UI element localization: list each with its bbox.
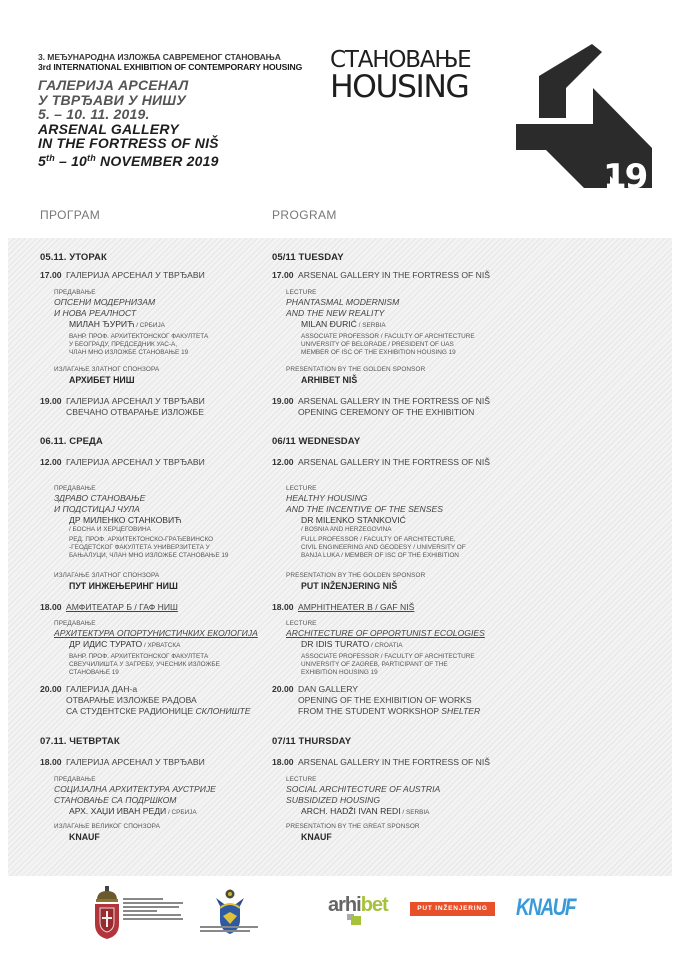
- event-time: 18.00: [40, 602, 62, 612]
- lecture-title: HEALTHY HOUSING: [286, 493, 368, 503]
- workshop-name: SHELTER: [441, 706, 481, 716]
- event-description: OPENING CEREMONY OF THE EXHIBITION: [298, 407, 475, 417]
- sponsor-name: АРХИБЕТ НИШ: [69, 375, 135, 385]
- lecture-label: ПРЕДАВАЊЕ: [54, 776, 96, 783]
- sponsor-label: ИЗЛАГАЊЕ ЗЛАТНОГ СПОНЗОРА: [54, 572, 160, 579]
- sponsor-name: KNAUF: [69, 832, 100, 842]
- lecturer-affiliation: ВАНР. ПРОФ. АРХИТЕКТОНСКОГ ФАКУЛТЕТА СВЕУЧИЛИШТА У ЗАГРЕБУ, УЧЕСНИК ИЗЛОЖБЕ СТАНОВАЊЕ 19: [69, 653, 220, 677]
- event-time: 20.00: [272, 684, 294, 694]
- event-place: ГАЛЕРИЈА АРСЕНАЛ У ТВРЂАВИ: [66, 270, 205, 280]
- sponsor-label: PRESENTATION BY THE GOLDEN SPONSOR: [286, 572, 426, 579]
- lecture-title: ОПСЕНИ МОДЕРНИЗАМ: [54, 297, 156, 307]
- lecture-title: SOCIAL ARCHITECTURE OF AUSTRIA: [286, 784, 441, 794]
- lecture-title: И НОВА РЕАЛНОСТ: [54, 308, 137, 318]
- lecture-title: ARCHITECTURE OF OPPORTUNIST ECOLOGIES: [286, 628, 485, 638]
- event-time: 17.00: [40, 270, 62, 280]
- event-time: 19.00: [40, 396, 62, 406]
- event-row: [272, 270, 502, 281]
- event-place: ГАЛЕРИЈА АРСЕНАЛ У ТВРЂАВИ: [66, 457, 205, 467]
- event-time: 18.00: [272, 757, 294, 767]
- event-description: FROM THE STUDENT WORKSHOP SHELTER: [298, 706, 481, 716]
- put-inzenjering-logo: PUT INŽENJERING: [410, 902, 495, 916]
- lecture-title: SUBSIDIZED HOUSING: [286, 795, 381, 805]
- lecturer-country: / ХРВАТСКА: [142, 642, 181, 649]
- event-row: [272, 757, 502, 768]
- event-description: ОТВАРАЊЕ ИЗЛОЖБЕ РАДОВА: [66, 695, 197, 705]
- event-time: 12.00: [40, 457, 62, 467]
- event-description: СВЕЧАНО ОТВАРАЊЕ ИЗЛОЖБЕ: [66, 407, 204, 417]
- ministry-text: [123, 898, 183, 922]
- exhibition-header: [38, 52, 328, 168]
- event-row: [40, 457, 270, 468]
- event-row: [272, 457, 502, 468]
- event-place: ГАЛЕРИЈА ДАН-а: [66, 684, 138, 694]
- lecturer-name: АРХ. ХАЏИ ИВАН РЕДИ / СРБИЈА: [69, 806, 197, 816]
- lecture-title: AND THE INCENTIVE OF THE SENSES: [286, 504, 443, 514]
- lecturer-name: ДР ИДИС ТУРАТО / ХРВАТСКА: [69, 639, 181, 649]
- lecture-block: [54, 289, 274, 358]
- sponsor-block: [286, 366, 506, 386]
- lecture-label: ПРЕДАВАЊЕ: [54, 289, 96, 296]
- lecturer-country: / BOSNIA AND HERZEGOVINA: [301, 526, 392, 533]
- sponsor-label: ИЗЛАГАЊЕ ВЕЛИКОГ СПОНЗОРА: [54, 823, 160, 830]
- event-description: OPENING OF THE EXHIBITION OF WORKS: [298, 695, 472, 705]
- event-row: [272, 684, 502, 717]
- event-place: ARSENAL GALLERY IN THE FORTRESS OF NIŠ: [298, 396, 490, 406]
- lecturer-name: DR MILENKO STANKOVIĆ: [301, 515, 406, 525]
- dates-sr: 5. – 10. 11. 2019.: [38, 106, 150, 122]
- event-place: АМФИТЕАТАР Б / ГАФ НИШ: [66, 602, 178, 612]
- sponsor-logos-footer: [0, 880, 679, 960]
- lecture-label: ПРЕДАВАЊЕ: [54, 485, 96, 492]
- lecturer-name: ARCH. HADŽI IVAN REDI / SERBIA: [301, 806, 430, 816]
- event-row: [272, 602, 502, 613]
- lecture-block: [286, 620, 506, 678]
- subtitle-serbian: 3. МЕЂУНАРОДНА ИЗЛОЖБА САВРЕМЕНОГ СТАНОВАЊА: [38, 52, 281, 62]
- event-time: 17.00: [272, 270, 294, 280]
- lecturer-affiliation: РЕД. ПРОФ. АРХИТЕКТОНСКО-ГРАЂЕВИНСКО -ГЕОДЕТСКОГ ФАКУЛТЕТА УНИВЕРЗИТЕТА У БАЊАЛУЦИ, ЧЛАН МНО ИЗЛОЖБЕ СТАНОВАЊЕ 19: [69, 536, 229, 560]
- event-time: 20.00: [40, 684, 62, 694]
- lecturer-country: / СРБИЈА: [134, 322, 165, 329]
- lecture-block: [54, 776, 274, 818]
- day-heading: 05/11 TUESDAY: [272, 252, 344, 263]
- lecturer-affiliation: FULL PROFESSOR / FACULTY OF ARCHITECTURE, CIVIL ENGINEERING AND GEODESY / UNIVERSITY OF BANJA LUKA / MEMBER OF ISC OF THE EXHIBITION: [301, 536, 466, 560]
- day-heading: 05.11. УТОРАК: [40, 252, 107, 263]
- sponsor-label: PRESENTATION BY THE GOLDEN SPONSOR: [286, 366, 426, 373]
- event-time: 19.00: [272, 396, 294, 406]
- event-place: ARSENAL GALLERY IN THE FORTRESS OF NIŠ: [298, 457, 490, 467]
- dates-en-end: – 10: [54, 152, 88, 169]
- event-time: 12.00: [272, 457, 294, 467]
- event-time: 18.00: [272, 602, 294, 612]
- event-row: [40, 757, 270, 768]
- program-heading-serbian: ПРОГРАМ: [40, 208, 101, 222]
- lecturer-affiliation: ВАНР. ПРОФ. АРХИТЕКТОНСКОГ ФАКУЛТЕТА У БЕОГРАДУ, ПРЕДСЕДНИК УАС-А, ЧЛАН МНО ИЗЛОЖБЕ СТАНОВАЊЕ 19: [69, 333, 209, 357]
- day-heading: 06/11 WEDNESDAY: [272, 436, 361, 447]
- knauf-logo: KNAUF: [516, 895, 575, 922]
- lecture-title: ЗДРАВО СТАНОВАЊЕ: [54, 493, 146, 503]
- event-row: [272, 396, 502, 418]
- lecture-block: [286, 485, 506, 561]
- lecture-title: AND THE NEW REALITY: [286, 308, 385, 318]
- sponsor-name: KNAUF: [301, 832, 332, 842]
- sponsor-name: PUT INŽENJERING NIŠ: [301, 581, 398, 591]
- faculty-text: [200, 926, 258, 934]
- logo-text-serbian: СТАНОВАЊЕ: [330, 47, 471, 73]
- lecture-block: [286, 776, 506, 818]
- venue-sr-line2: У ТВРЂАВИ У НИШУ: [38, 91, 186, 108]
- lecturer-country: / SERBIA: [400, 809, 430, 816]
- lecture-title: И ПОДСТИЦАЈ ЧУЛА: [54, 504, 140, 514]
- day-heading: 07/11 THURSDAY: [272, 736, 352, 747]
- logo-text-english: HOUSING: [330, 69, 469, 105]
- lecture-label: LECTURE: [286, 620, 317, 627]
- sponsor-label: ИЗЛАГАЊЕ ЗЛАТНОГ СПОНЗОРА: [54, 366, 160, 373]
- sponsor-block: [54, 823, 274, 843]
- workshop-name: СКЛОНИШТЕ: [195, 706, 251, 716]
- lecturer-affiliation: ASSOCIATE PROFESSOR / FACULTY OF ARCHITECTURE UNIVERSITY OF BELGRADE / PRESIDENT OF UAS MEMBER OF ISC OF THE EXHIBITION HOUSING 19: [301, 333, 475, 357]
- dates-en-month: NOVEMBER 2019: [95, 152, 219, 169]
- lecturer-name: ДР МИЛЕНКО СТАНКОВИЋ: [69, 515, 182, 525]
- lecture-block: [286, 289, 506, 358]
- event-row: [40, 270, 270, 281]
- lecturer-country: / СРБИЈА: [166, 809, 197, 816]
- sponsor-block: [286, 823, 506, 843]
- arhibet-logo: arhibet: [328, 894, 388, 916]
- sponsor-block: [54, 366, 274, 386]
- serbia-coat-of-arms-icon: [92, 886, 122, 940]
- event-place: DAN GALLERY: [298, 684, 359, 694]
- lecturer-affiliation: ASSOCIATE PROFESSOR / FACULTY OF ARCHITECTURE UNIVERSITY OF ZAGREB, PARTICIPANT OF THE EXHIBITION HOUSING 19: [301, 653, 475, 677]
- sponsor-name: ARHIBET NIŠ: [301, 375, 358, 385]
- event-place: AMPHITHEATER B / GAF NIŠ: [298, 602, 415, 612]
- venue-sr-line1: ГАЛЕРИЈА АРСЕНАЛ: [38, 77, 189, 93]
- dates-en-start: 5: [38, 152, 46, 169]
- venue-en-line2: IN THE FORTRESS OF NIŠ: [38, 135, 219, 151]
- lecture-title: СТАНОВАЊЕ СА ПОДРШКОМ: [54, 795, 177, 805]
- program-heading-english: PROGRAM: [272, 208, 337, 222]
- lecture-title: СОЦИЈАЛНА АРХИТЕКТУРА АУСТРИЈЕ: [54, 784, 216, 794]
- lecture-title: PHANTASMAL MODERNISM: [286, 297, 400, 307]
- event-place: ГАЛЕРИЈА АРСЕНАЛ У ТВРЂАВИ: [66, 396, 205, 406]
- lecture-block: [54, 485, 274, 561]
- venue-and-dates: [38, 78, 328, 168]
- venue-en-line1: ARSENAL GALLERY: [38, 120, 179, 137]
- event-description: СА СТУДЕНТСКЕ РАДИОНИЦЕ СКЛОНИШТЕ: [66, 706, 251, 716]
- lecturer-name: МИЛАН ЂУРИЋ / СРБИЈА: [69, 319, 165, 329]
- lecture-block: [54, 620, 274, 678]
- lecturer-name: MILAN ĐURIĆ / SERBIA: [301, 319, 386, 329]
- day-heading: 07.11. ЧЕТВРТАК: [40, 736, 120, 747]
- event-place: ARSENAL GALLERY IN THE FORTRESS OF NIŠ: [298, 270, 490, 280]
- sponsor-block: [286, 572, 506, 592]
- lecture-label: LECTURE: [286, 776, 317, 783]
- dates-en-start-sup: th: [46, 152, 55, 163]
- dates-en: [38, 151, 328, 169]
- event-place: ARSENAL GALLERY IN THE FORTRESS OF NIŠ: [298, 757, 490, 767]
- lecture-label: LECTURE: [286, 289, 317, 296]
- sponsor-label: PRESENTATION BY THE GREAT SPONSOR: [286, 823, 420, 830]
- event-time: 18.00: [40, 757, 62, 767]
- housing-19-logo: [330, 38, 660, 188]
- arhibet-square-green-icon: [351, 916, 361, 925]
- event-row: [40, 684, 270, 717]
- lecturer-name: DR IDIS TURATO / CROATIA: [301, 639, 403, 649]
- lecture-label: LECTURE: [286, 485, 317, 492]
- lecturer-country: / БОСНА И ХЕРЦЕГОВИНА: [69, 526, 151, 533]
- day-heading: 06.11. СРЕДА: [40, 436, 103, 447]
- lecturer-country: / SERBIA: [356, 322, 386, 329]
- svg-text:19: 19: [603, 157, 647, 188]
- subtitle-english: 3rd INTERNATIONAL EXHIBITION OF CONTEMPORARY HOUSING: [38, 62, 303, 72]
- dates-en-end-sup: th: [87, 152, 96, 163]
- event-place: ГАЛЕРИЈА АРСЕНАЛ У ТВРЂАВИ: [66, 757, 205, 767]
- event-row: [40, 396, 270, 418]
- event-row: [40, 602, 270, 613]
- sponsor-block: [54, 572, 274, 592]
- lecturer-country: / CROATIA: [369, 642, 403, 649]
- lecture-label: ПРЕДАВАЊЕ: [54, 620, 96, 627]
- sponsor-name: ПУТ ИНЖЕЊЕРИНГ НИШ: [69, 581, 178, 591]
- lecture-title: АРХИТЕКТУРА ОПОРТУНИСТИЧКИХ ЕКОЛОГИЈА: [54, 628, 258, 638]
